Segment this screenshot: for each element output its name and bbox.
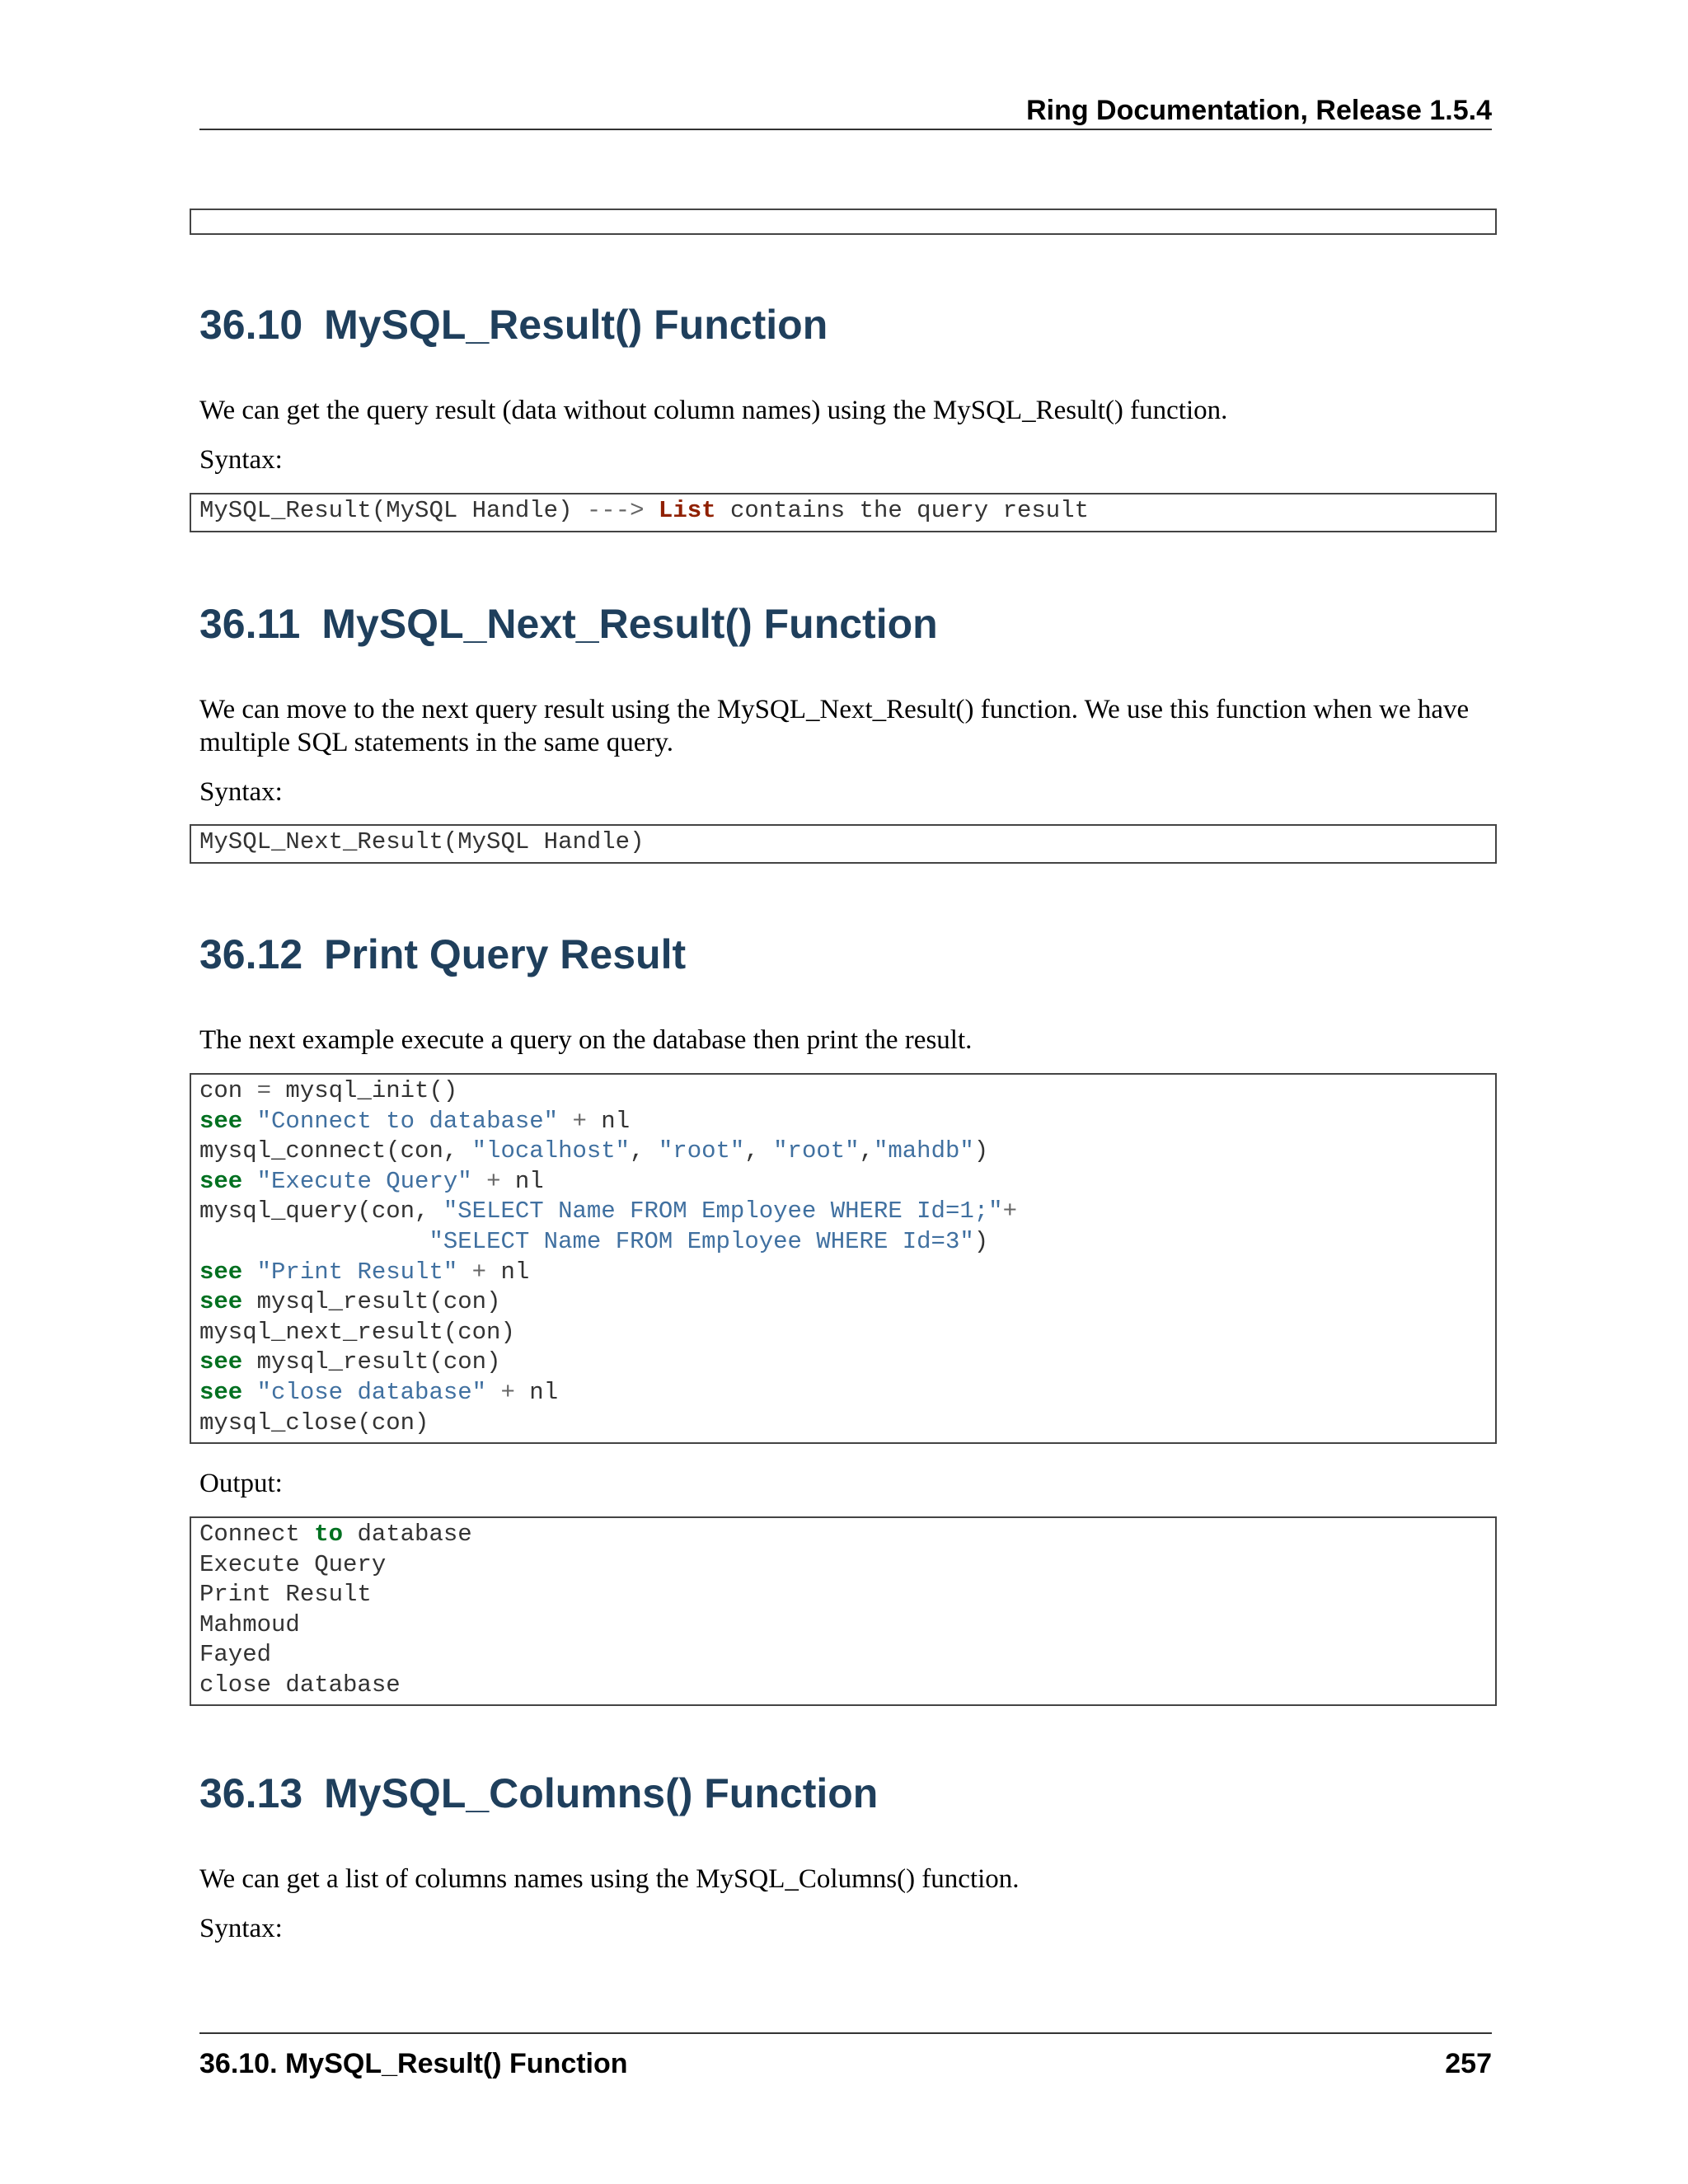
syntax-label: Syntax:: [199, 445, 283, 475]
section-heading-36-13: [199, 1769, 878, 1818]
code-text: [457, 1258, 471, 1286]
code-text: nl: [586, 1107, 631, 1135]
code-text: con: [199, 1077, 257, 1104]
code-text: mysql_init(): [271, 1077, 458, 1104]
code-line: [199, 1076, 1495, 1107]
code-line: [199, 1287, 1495, 1318]
code-text: nl: [486, 1258, 530, 1286]
code-text: mysql_next_result(con): [199, 1318, 515, 1346]
section-title: Print Query Result: [324, 931, 687, 977]
code-text: [242, 1258, 256, 1286]
syntax-label: Syntax:: [199, 777, 283, 807]
output-line: Mahmoud: [199, 1610, 300, 1638]
code-text: mysql_close(con): [199, 1408, 429, 1436]
section-heading-36-11: [199, 599, 938, 649]
code-keyword: see: [199, 1167, 243, 1195]
syntax-label: Syntax:: [199, 1914, 283, 1943]
code-text: [486, 1379, 500, 1406]
code-text: [558, 1108, 572, 1135]
code-operator: +: [572, 1107, 587, 1135]
code-line: [199, 496, 1495, 527]
code-text: nl: [500, 1167, 544, 1195]
code-operator: +: [471, 1258, 487, 1286]
output-text: database: [343, 1521, 472, 1548]
code-operator: +: [486, 1167, 501, 1195]
code-string: "SELECT Name FROM Employee WHERE Id=1;": [443, 1197, 1003, 1226]
code-text: ,: [630, 1137, 659, 1165]
page-header: [199, 92, 1492, 130]
page-footer: [199, 2032, 1492, 2082]
code-text: mysql_result(con): [242, 1348, 501, 1376]
code-keyword: see: [199, 1378, 243, 1406]
section-number: 36.11: [199, 601, 301, 647]
code-string: "localhost": [471, 1137, 631, 1165]
code-line: [199, 1137, 1495, 1167]
section-title: MySQL_Result() Function: [324, 302, 828, 348]
code-text: ): [973, 1227, 989, 1255]
code-type-keyword: List: [658, 497, 716, 524]
code-string: "mahdb": [873, 1137, 974, 1165]
code-line: [199, 1197, 1495, 1227]
code-text: [242, 1108, 256, 1135]
output-text: Connect: [199, 1521, 315, 1548]
code-string: "Print Result": [256, 1258, 458, 1286]
code-line: [199, 1167, 1495, 1197]
code-line: [199, 1227, 1495, 1258]
page-number: 257: [1445, 2048, 1492, 2079]
output-line: [199, 1520, 1495, 1550]
code-keyword: see: [199, 1348, 243, 1376]
code-keyword: see: [199, 1258, 243, 1286]
code-line: [199, 1378, 1495, 1408]
syntax-code-block: [190, 493, 1497, 532]
section-number: 36.13: [199, 1770, 303, 1816]
example-code-block: [190, 1073, 1497, 1444]
code-line: [199, 1318, 1495, 1348]
section-number: 36.12: [199, 931, 303, 977]
code-keyword: see: [199, 1288, 243, 1316]
code-text: ,: [744, 1137, 774, 1165]
code-text: mysql_connect(con,: [199, 1137, 472, 1165]
code-string: "close database": [256, 1378, 487, 1406]
section-paragraph: We can get the query result (data without column names) using the MySQL_Result() function.: [199, 396, 1228, 425]
code-line: [199, 1107, 1495, 1137]
code-text: ): [973, 1137, 989, 1165]
code-line: [199, 1347, 1495, 1378]
code-line: MySQL_Next_Result(MySQL Handle): [199, 828, 645, 855]
code-line: [199, 1408, 1495, 1439]
code-string: "SELECT Name FROM Employee WHERE Id=3": [429, 1227, 974, 1255]
section-heading-36-10: [199, 300, 828, 349]
section-paragraph: We can get a list of columns names using the MySQL_Columns() function.: [199, 1864, 1020, 1894]
output-line: close database: [199, 1671, 401, 1699]
code-text: nl: [514, 1378, 559, 1406]
code-string: "Connect to database": [256, 1107, 559, 1135]
code-string: "root": [658, 1137, 745, 1165]
code-line: [199, 1258, 1495, 1288]
syntax-code-block: [190, 824, 1497, 864]
output-keyword: to: [314, 1521, 344, 1548]
section-paragraph: We can move to the next query result using the MySQL_Next_Result() function. We use this function when we have multiple SQL statements in the same query.: [199, 695, 1470, 757]
section-title: MySQL_Next_Result() Function: [321, 601, 938, 647]
code-text: [472, 1168, 486, 1195]
code-text: mysql_result(con): [242, 1288, 501, 1316]
output-line: Execute Query: [199, 1550, 387, 1578]
code-text: [242, 1168, 256, 1195]
code-rest: contains the query result: [715, 497, 1090, 524]
code-text: [242, 1379, 256, 1406]
code-text: [199, 1228, 429, 1255]
header-title: Ring Documentation, Release 1.5.4: [1026, 95, 1492, 126]
code-operator: =: [256, 1077, 272, 1104]
section-number: 36.10: [199, 302, 303, 348]
code-keyword: see: [199, 1107, 243, 1135]
section-paragraph: The next example execute a query on the database then print the result.: [199, 1025, 973, 1055]
output-line: Print Result: [199, 1581, 372, 1609]
output-code-block: [190, 1516, 1497, 1706]
section-title: MySQL_Columns() Function: [324, 1770, 879, 1816]
footer-section-title: 36.10. MySQL_Result() Function: [199, 2048, 628, 2079]
output-line: Fayed: [199, 1641, 272, 1669]
section-heading-36-12: [199, 930, 686, 979]
code-string: "root": [773, 1137, 860, 1165]
code-arrow: --->: [586, 497, 645, 524]
output-label: Output:: [199, 1469, 283, 1498]
empty-code-block: [190, 209, 1497, 235]
code-operator: +: [1002, 1197, 1017, 1226]
code-text: mysql_query(con,: [199, 1197, 443, 1226]
code-call: MySQL_Result(MySQL Handle): [199, 497, 587, 524]
code-string: "Execute Query": [256, 1167, 472, 1195]
code-operator: +: [500, 1378, 515, 1406]
code-text: ,: [859, 1137, 874, 1165]
